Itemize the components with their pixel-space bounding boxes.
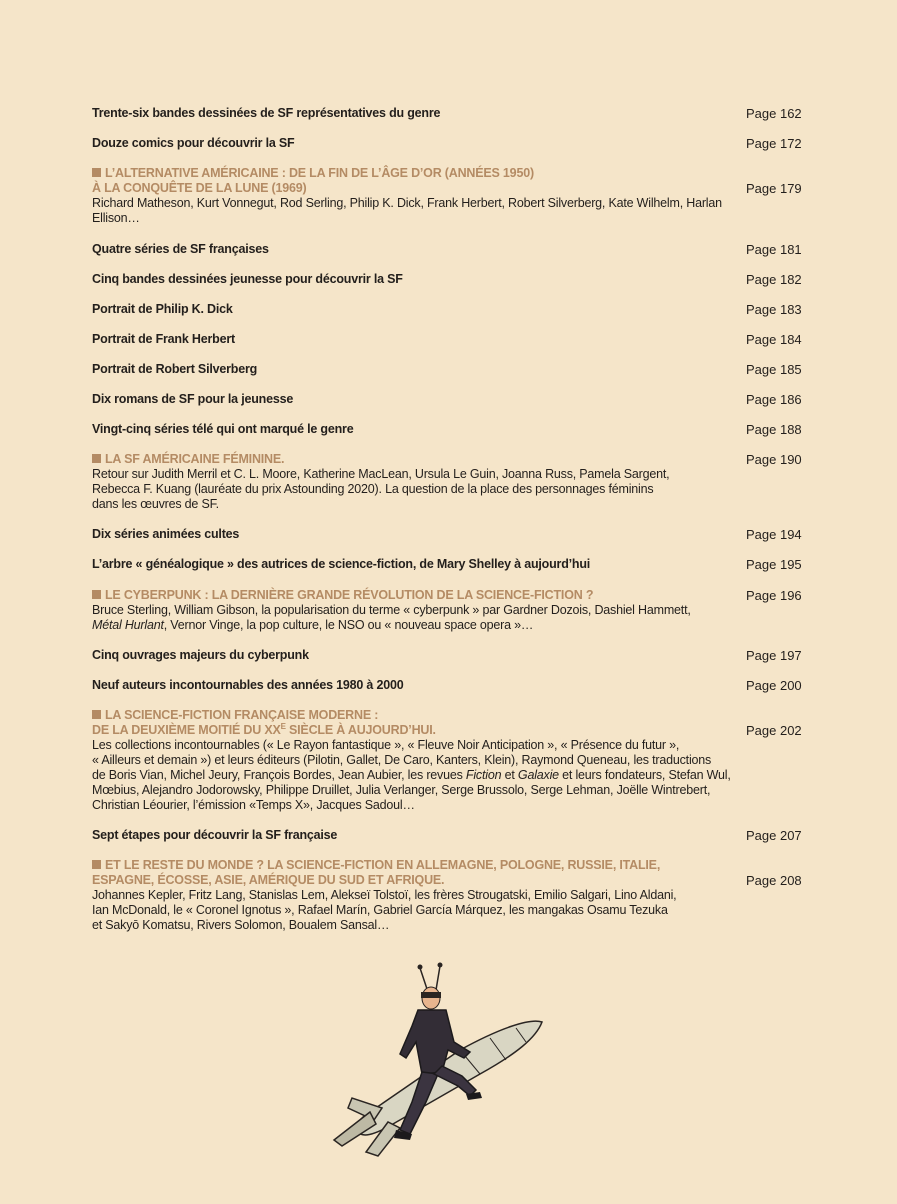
section-description: Richard Matheson, Kurt Vonnegut, Rod Serling, Philip K. Dick, Frank Herbert, Robert Silverberg, Kate Wilhelm, Harlan Ellison… <box>92 196 722 225</box>
square-bullet-icon <box>92 590 101 599</box>
entry-title: Neuf auteurs incontournables des années 1980 à 2000 <box>92 678 404 692</box>
entry-title: Quatre séries de SF françaises <box>92 242 269 256</box>
entry-title: Dix séries animées cultes <box>92 527 240 541</box>
section-description-line: Johannes Kepler, Fritz Lang, Stanislas Lem, Alekseï Tolstoï, les frères Strougatski, Emilio Salgari, Lino Aldani, <box>92 888 677 902</box>
section-description-line: Ian McDonald, le « Coronel Ignotus », Rafael Marín, Gabriel García Márquez, les mangakas Osamu Tezuka <box>92 903 668 917</box>
page-number: Page 196 <box>746 588 802 603</box>
section-description-line: et Sakyō Komatsu, Rivers Solomon, Boualem Sansal… <box>92 918 390 932</box>
entry-title: Vingt-cinq séries télé qui ont marqué le genre <box>92 422 354 436</box>
man-riding-rocket-illustration <box>330 962 550 1162</box>
section-description-line: Rebecca F. Kuang (lauréate du prix Astounding 2020). La question de la place des personnages féminins <box>92 482 654 496</box>
section-block <box>92 166 742 226</box>
section-block <box>92 708 742 813</box>
entry-title: Cinq ouvrages majeurs du cyberpunk <box>92 648 309 662</box>
section-description-line: Bruce Sterling, William Gibson, la popularisation du terme « cyberpunk » par Gardner Dozois, Dashiel Hammett, <box>92 603 691 617</box>
entry-title: Portrait de Robert Silverberg <box>92 362 258 376</box>
section-title: LA SF AMÉRICAINE FÉMININE. <box>92 452 742 467</box>
section-title-line2: DE LA DEUXIÈME MOITIÉ DU $XX^E$ SIÈCLE À AUJOURD’HUI. <box>92 721 436 737</box>
section-description-line: de Boris Vian, Michel Jeury, François Bordes, Jean Aubier, les revues Fiction et Galaxie et leurs fondateurs, Stefan Wul, <box>92 768 731 782</box>
entry-title: Portrait de Philip K. Dick <box>92 302 233 316</box>
entry-title: Cinq bandes dessinées jeunesse pour découvrir la SF <box>92 272 403 286</box>
page-number: Page 172 <box>746 136 802 151</box>
page-number: Page 181 <box>746 242 802 257</box>
page-number: Page 208 <box>746 873 802 888</box>
entry-title: Sept étapes pour découvrir la SF française <box>92 828 338 842</box>
page-number: Page 162 <box>746 106 802 121</box>
page-number: Page 202 <box>746 723 802 738</box>
square-bullet-icon <box>92 454 101 463</box>
page-number: Page 207 <box>746 828 802 843</box>
section-block <box>92 588 742 633</box>
section-description-line: Mœbius, Alejandro Jodorowsky, Philippe Druillet, Julia Verlanger, Serge Brussolo, Serge Lehman, Joëlle Wintrebert, <box>92 783 711 797</box>
page-number: Page 197 <box>746 648 802 663</box>
entry-title: Dix romans de SF pour la jeunesse <box>92 392 294 406</box>
section-title: L’ALTERNATIVE AMÉRICAINE : DE LA FIN DE L’ÂGE D’OR (ANNÉES 1950) <box>92 166 742 181</box>
section-block <box>92 452 742 512</box>
entry-title: Portrait de Frank Herbert <box>92 332 235 346</box>
entry-title: Douze comics pour découvrir la SF <box>92 136 295 150</box>
section-description-line: Retour sur Judith Merril et C. L. Moore, Katherine MacLean, Ursula Le Guin, Joanna Russ, Pamela Sargent, <box>92 467 670 481</box>
section-title: LE CYBERPUNK : LA DERNIÈRE GRANDE RÉVOLUTION DE LA SCIENCE-FICTION ? <box>92 588 742 603</box>
square-bullet-icon <box>92 860 101 869</box>
page-number: Page 190 <box>746 452 802 467</box>
page-number: Page 184 <box>746 332 802 347</box>
page-number: Page 194 <box>746 527 802 542</box>
section-block <box>92 858 742 933</box>
page-number: Page 186 <box>746 392 802 407</box>
section-title-line2: À LA CONQUÊTE DE LA LUNE (1969) <box>92 181 307 195</box>
entry-title: Trente-six bandes dessinées de SF représentatives du genre <box>92 106 441 120</box>
section-description-line: Christian Léourier, l’émission «Temps X», Jacques Sadoul… <box>92 798 415 812</box>
man-figure-icon <box>394 963 482 1141</box>
page-number: Page 188 <box>746 422 802 437</box>
section-title: ET LE RESTE DU MONDE ? LA SCIENCE-FICTION EN ALLEMAGNE, POLOGNE, RUSSIE, ITALIE, <box>92 858 742 873</box>
section-description-line: dans les œuvres de SF. <box>92 497 219 511</box>
page-number: Page 200 <box>746 678 802 693</box>
square-bullet-icon <box>92 710 101 719</box>
section-title-line2: ESPAGNE, ÉCOSSE, ASIE, AMÉRIQUE DU SUD ET AFRIQUE. <box>92 873 445 887</box>
section-description-line: Les collections incontournables (« Le Rayon fantastique », « Fleuve Noir Anticipation », « Présence du futur », <box>92 738 680 752</box>
page-number: Page 182 <box>746 272 802 287</box>
section-description-line: « Ailleurs et demain ») et leurs éditeurs (Pilotin, Gallet, De Caro, Kanters, Klein), Raymond Queneau, les traductions <box>92 753 712 767</box>
page-number: Page 195 <box>746 557 802 572</box>
page-number: Page 179 <box>746 181 802 196</box>
entry-title: L’arbre « généalogique » des autrices de science-fiction, de Mary Shelley à aujourd’hui <box>92 557 591 571</box>
section-description-line: Métal Hurlant, Vernor Vinge, la pop culture, le NSO ou « nouveau space opera »… <box>92 618 534 632</box>
page-number: Page 185 <box>746 362 802 377</box>
section-title: LA SCIENCE-FICTION FRANÇAISE MODERNE : <box>92 708 742 723</box>
square-bullet-icon <box>92 168 101 177</box>
page-number: Page 183 <box>746 302 802 317</box>
